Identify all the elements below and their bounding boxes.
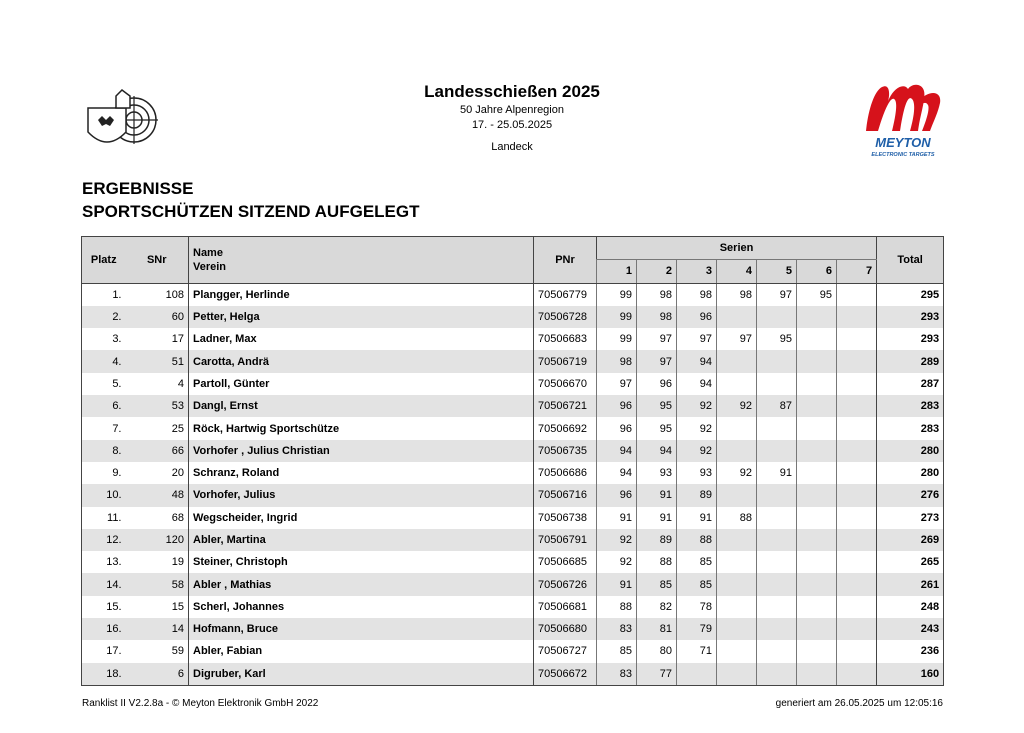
cell-serie-3: 92 <box>677 417 717 439</box>
cell-serie-2: 97 <box>637 328 677 350</box>
cell-snr: 15 <box>171 600 184 613</box>
header-serie-3: 3 <box>677 260 717 283</box>
cell-serie-2: 88 <box>637 551 677 573</box>
cell-pnr: 70506726 <box>534 573 597 595</box>
cell-name: Digruber, Karl <box>189 663 534 686</box>
cell-platz: 2. <box>82 306 126 328</box>
cell-serie-7 <box>837 373 877 395</box>
cell-serie-6 <box>797 328 837 350</box>
cell-snr: 14 <box>126 618 189 640</box>
section-title-line2: SPORTSCHÜTZEN SITZEND AUFGELEGT <box>82 202 420 221</box>
cell-serie-1: 91 <box>597 507 637 529</box>
cell-serie-1: 96 <box>597 417 637 439</box>
cell-serie-4 <box>717 306 757 328</box>
cell-serie-2: 82 <box>637 596 677 618</box>
cell-snr: 60 <box>126 306 189 328</box>
cell-serie-1: 94 <box>597 462 637 484</box>
cell-platz: 16. <box>82 618 126 640</box>
header-serie-7: 7 <box>837 260 877 283</box>
cell-serie-6 <box>797 417 837 439</box>
header-name: Name <box>193 246 223 259</box>
cell-name: Plangger, Herlinde <box>189 283 534 306</box>
cell-serie-5 <box>757 529 797 551</box>
cell-serie-2: 94 <box>637 440 677 462</box>
cell-serie-4 <box>717 350 757 372</box>
cell-serie-4: 92 <box>717 395 757 417</box>
cell-serie-5 <box>757 306 797 328</box>
cell-serie-7 <box>837 462 877 484</box>
cell-serie-7 <box>837 573 877 595</box>
cell-name: Abler, Fabian <box>189 640 534 662</box>
cell-serie-3: 98 <box>677 283 717 306</box>
cell-serie-1: 99 <box>597 283 637 306</box>
cell-serie-5 <box>757 551 797 573</box>
cell-serie-5: 87 <box>757 395 797 417</box>
document-header <box>312 81 712 155</box>
table-row <box>82 640 944 662</box>
cell-serie-6: 95 <box>797 283 837 306</box>
cell-name: Vorhofer , Julius Christian <box>189 440 534 462</box>
cell-snr: 53 <box>126 395 189 417</box>
cell-platz: 12. <box>82 529 126 551</box>
table-row <box>82 618 944 640</box>
cell-serie-6 <box>797 640 837 662</box>
table-row <box>82 462 944 484</box>
header-total: Total <box>877 237 944 284</box>
cell-serie-4: 88 <box>717 507 757 529</box>
cell-serie-7 <box>837 640 877 662</box>
cell-pnr: 70506738 <box>534 507 597 529</box>
cell-pnr: 70506686 <box>534 462 597 484</box>
cell-serie-1: 94 <box>597 440 637 462</box>
cell-pnr: 70506791 <box>534 529 597 551</box>
cell-snr: 20 <box>171 467 184 480</box>
header-serie-6: 6 <box>797 260 837 283</box>
cell-serie-7 <box>837 596 877 618</box>
tyrol-shooting-crest-icon <box>86 86 158 156</box>
cell-serie-3: 89 <box>677 484 717 506</box>
cell-serie-6 <box>797 507 837 529</box>
cell-serie-7 <box>837 618 877 640</box>
cell-platz: 13. <box>82 551 126 573</box>
cell-serie-6 <box>797 618 837 640</box>
cell-name: Schranz, Roland <box>189 462 534 484</box>
cell-platz: 10. <box>82 484 126 506</box>
cell-total: 269 <box>877 529 944 551</box>
cell-serie-5 <box>757 596 797 618</box>
section-title-line1: ERGEBNISSE <box>82 179 194 198</box>
cell-snr: 25 <box>171 422 184 435</box>
cell-serie-7 <box>837 551 877 573</box>
cell-serie-6 <box>797 306 837 328</box>
header-name-verein <box>189 237 534 284</box>
cell-serie-3: 97 <box>677 328 717 350</box>
cell-serie-1: 88 <box>597 596 637 618</box>
footer-generated: generiert am 26.05.2025 um 12:05:16 <box>775 698 943 709</box>
cell-serie-3 <box>677 663 717 686</box>
cell-name: Dangl, Ernst <box>189 395 534 417</box>
cell-serie-3: 85 <box>677 573 717 595</box>
cell-serie-3: 91 <box>677 507 717 529</box>
cell-total: 276 <box>877 484 944 506</box>
cell-pnr: 70506681 <box>534 596 597 618</box>
cell-snr: 66 <box>126 440 189 462</box>
cell-serie-3: 94 <box>677 373 717 395</box>
header-pnr: PNr <box>534 237 597 284</box>
cell-total: 265 <box>877 551 944 573</box>
header-verein: Verein <box>193 260 227 273</box>
cell-platz: 7. <box>82 417 126 439</box>
table-row <box>82 373 944 395</box>
cell-serie-7 <box>837 417 877 439</box>
cell-pnr: 70506716 <box>534 484 597 506</box>
cell-serie-7 <box>837 507 877 529</box>
cell-serie-4 <box>717 596 757 618</box>
cell-serie-5: 91 <box>757 462 797 484</box>
cell-serie-1: 99 <box>597 306 637 328</box>
event-location: Landeck <box>491 141 533 153</box>
cell-serie-1: 92 <box>597 529 637 551</box>
table-row <box>82 507 944 529</box>
table-row <box>82 484 944 506</box>
cell-pnr: 70506719 <box>534 350 597 372</box>
cell-serie-4: 98 <box>717 283 757 306</box>
cell-snr: 120 <box>126 529 189 551</box>
table-row <box>82 573 944 595</box>
cell-platz: 6. <box>82 395 126 417</box>
cell-platz: 9. <box>82 462 126 484</box>
cell-serie-5 <box>757 440 797 462</box>
cell-serie-7 <box>837 350 877 372</box>
cell-platz: 14. <box>82 573 126 595</box>
cell-serie-6 <box>797 373 837 395</box>
cell-snr: 51 <box>126 350 189 372</box>
cell-serie-6 <box>797 663 837 686</box>
cell-total: 295 <box>877 283 944 306</box>
cell-pnr: 70506721 <box>534 395 597 417</box>
cell-total: 293 <box>877 306 944 328</box>
cell-serie-2: 95 <box>637 417 677 439</box>
table-row <box>82 417 944 439</box>
cell-serie-6 <box>797 573 837 595</box>
cell-serie-2: 95 <box>637 395 677 417</box>
cell-platz: 8. <box>82 440 126 462</box>
cell-serie-4: 92 <box>717 462 757 484</box>
cell-pnr: 70506670 <box>534 373 597 395</box>
cell-serie-4 <box>717 618 757 640</box>
header-serie-2: 2 <box>637 260 677 283</box>
cell-serie-3: 92 <box>677 395 717 417</box>
cell-serie-2: 89 <box>637 529 677 551</box>
cell-total: 293 <box>877 328 944 350</box>
cell-snr: 17 <box>171 333 184 346</box>
cell-serie-5 <box>757 640 797 662</box>
cell-serie-6 <box>797 462 837 484</box>
cell-serie-1: 83 <box>597 663 637 686</box>
svg-text:ELECTRONIC TARGETS: ELECTRONIC TARGETS <box>871 152 935 158</box>
cell-serie-5 <box>757 417 797 439</box>
cell-serie-5 <box>757 507 797 529</box>
cell-serie-5: 97 <box>757 283 797 306</box>
header-platz: Platz <box>82 237 126 284</box>
cell-serie-1: 96 <box>597 484 637 506</box>
table-row <box>82 551 944 573</box>
cell-name: Steiner, Christoph <box>189 551 534 573</box>
cell-serie-1: 92 <box>597 551 637 573</box>
cell-platz: 1. <box>82 283 126 306</box>
header-serien: Serien <box>597 237 877 260</box>
cell-serie-3: 71 <box>677 640 717 662</box>
footer-credit: Ranklist II V2.2.8a - © Meyton Elektronik GmbH 2022 <box>82 698 319 709</box>
cell-serie-5 <box>757 350 797 372</box>
cell-platz: 11. <box>82 507 126 529</box>
cell-serie-2: 85 <box>637 573 677 595</box>
cell-total: 283 <box>877 417 944 439</box>
section-title <box>82 177 420 223</box>
cell-serie-2: 91 <box>637 484 677 506</box>
cell-serie-4 <box>717 484 757 506</box>
cell-total: 261 <box>877 573 944 595</box>
table-row <box>82 529 944 551</box>
cell-pnr: 70506727 <box>534 640 597 662</box>
cell-serie-5 <box>757 618 797 640</box>
cell-pnr: 70506692 <box>534 417 597 439</box>
meyton-logo-icon <box>860 81 946 161</box>
cell-pnr: 70506735 <box>534 440 597 462</box>
cell-serie-6 <box>797 395 837 417</box>
cell-serie-5 <box>757 573 797 595</box>
cell-snr: 68 <box>171 511 184 524</box>
cell-name: Carotta, Andrä <box>189 350 534 372</box>
cell-pnr: 70506683 <box>534 328 597 350</box>
cell-serie-1: 83 <box>597 618 637 640</box>
cell-serie-6 <box>797 440 837 462</box>
cell-serie-1: 98 <box>597 350 637 372</box>
cell-serie-4 <box>717 551 757 573</box>
cell-platz: 5. <box>82 373 126 395</box>
cell-serie-7 <box>837 395 877 417</box>
cell-serie-1: 97 <box>597 373 637 395</box>
event-subtitle: 50 Jahre Alpenregion <box>460 104 564 116</box>
cell-platz: 15. <box>82 596 126 618</box>
cell-platz: 18. <box>82 663 126 686</box>
cell-total: 289 <box>877 350 944 372</box>
cell-serie-5 <box>757 484 797 506</box>
table-row <box>82 350 944 372</box>
cell-serie-5 <box>757 663 797 686</box>
cell-serie-6 <box>797 596 837 618</box>
cell-platz: 4. <box>82 350 126 372</box>
cell-serie-3: 92 <box>677 440 717 462</box>
cell-serie-5 <box>757 373 797 395</box>
cell-serie-7 <box>837 440 877 462</box>
cell-serie-3: 78 <box>677 596 717 618</box>
cell-pnr: 70506685 <box>534 551 597 573</box>
cell-serie-3: 96 <box>677 306 717 328</box>
cell-serie-4 <box>717 417 757 439</box>
cell-pnr: 70506728 <box>534 306 597 328</box>
table-row <box>82 440 944 462</box>
cell-pnr: 70506779 <box>534 283 597 306</box>
cell-platz: 17. <box>82 640 126 662</box>
cell-pnr: 70506680 <box>534 618 597 640</box>
cell-total: 280 <box>877 440 944 462</box>
cell-serie-2: 81 <box>637 618 677 640</box>
cell-platz: 3. <box>82 328 126 350</box>
cell-name: Hofmann, Bruce <box>189 618 534 640</box>
cell-serie-2: 91 <box>637 507 677 529</box>
cell-serie-1: 96 <box>597 395 637 417</box>
cell-serie-4 <box>717 640 757 662</box>
cell-total: 248 <box>877 596 944 618</box>
cell-serie-5: 95 <box>757 328 797 350</box>
cell-name: Vorhofer, Julius <box>189 484 534 506</box>
cell-snr: 6 <box>126 663 189 686</box>
cell-serie-3: 88 <box>677 529 717 551</box>
cell-snr: 58 <box>126 573 189 595</box>
cell-total: 273 <box>877 507 944 529</box>
table-row <box>82 663 944 686</box>
cell-name: Abler, Martina <box>189 529 534 551</box>
cell-serie-6 <box>797 484 837 506</box>
cell-serie-3: 79 <box>677 618 717 640</box>
cell-name: Abler , Mathias <box>189 573 534 595</box>
cell-name: Röck, Hartwig Sportschütze <box>189 417 534 439</box>
event-title: Landesschießen 2025 <box>424 82 600 101</box>
header-serie-5: 5 <box>757 260 797 283</box>
cell-snr: 19 <box>171 556 184 569</box>
cell-serie-6 <box>797 350 837 372</box>
cell-serie-2: 93 <box>637 462 677 484</box>
cell-total: 283 <box>877 395 944 417</box>
cell-serie-7 <box>837 663 877 686</box>
cell-serie-2: 96 <box>637 373 677 395</box>
table-row <box>82 596 944 618</box>
cell-total: 243 <box>877 618 944 640</box>
cell-serie-4: 97 <box>717 328 757 350</box>
header-snr: SNr <box>126 237 189 284</box>
cell-snr: 108 <box>165 288 184 301</box>
table-row <box>82 306 944 328</box>
cell-serie-3: 85 <box>677 551 717 573</box>
cell-snr: 59 <box>171 645 184 658</box>
table-row <box>82 395 944 417</box>
cell-snr: 48 <box>126 484 189 506</box>
cell-serie-7 <box>837 529 877 551</box>
header-serie-4: 4 <box>717 260 757 283</box>
cell-serie-2: 97 <box>637 350 677 372</box>
cell-pnr: 70506672 <box>534 663 597 686</box>
cell-serie-4 <box>717 663 757 686</box>
cell-snr: 4 <box>177 377 184 390</box>
svg-text:MEYTON: MEYTON <box>875 135 931 150</box>
cell-serie-6 <box>797 551 837 573</box>
cell-name: Scherl, Johannes <box>189 596 534 618</box>
cell-serie-1: 99 <box>597 328 637 350</box>
event-dates: 17. - 25.05.2025 <box>471 119 553 131</box>
cell-serie-7 <box>837 306 877 328</box>
cell-serie-4 <box>717 573 757 595</box>
table-row <box>82 328 944 350</box>
cell-serie-2: 98 <box>637 306 677 328</box>
cell-serie-2: 77 <box>637 663 677 686</box>
cell-serie-4 <box>717 373 757 395</box>
cell-serie-3: 93 <box>677 462 717 484</box>
cell-name: Wegscheider, Ingrid <box>189 507 534 529</box>
results-table <box>81 236 944 686</box>
cell-serie-1: 85 <box>597 640 637 662</box>
cell-name: Partoll, Günter <box>189 373 534 395</box>
cell-serie-6 <box>797 529 837 551</box>
cell-serie-1: 91 <box>597 573 637 595</box>
header-serie-1: 1 <box>597 260 637 283</box>
cell-serie-4 <box>717 440 757 462</box>
cell-name: Petter, Helga <box>189 306 534 328</box>
cell-serie-3: 94 <box>677 350 717 372</box>
cell-serie-7 <box>837 484 877 506</box>
cell-total: 287 <box>877 373 944 395</box>
cell-total: 280 <box>877 462 944 484</box>
cell-name: Ladner, Max <box>189 328 534 350</box>
cell-serie-7 <box>837 328 877 350</box>
cell-serie-2: 98 <box>637 283 677 306</box>
cell-serie-7 <box>837 283 877 306</box>
cell-total: 236 <box>877 640 944 662</box>
table-row <box>82 283 944 306</box>
cell-serie-2: 80 <box>637 640 677 662</box>
cell-serie-4 <box>717 529 757 551</box>
cell-total: 160 <box>877 663 944 686</box>
